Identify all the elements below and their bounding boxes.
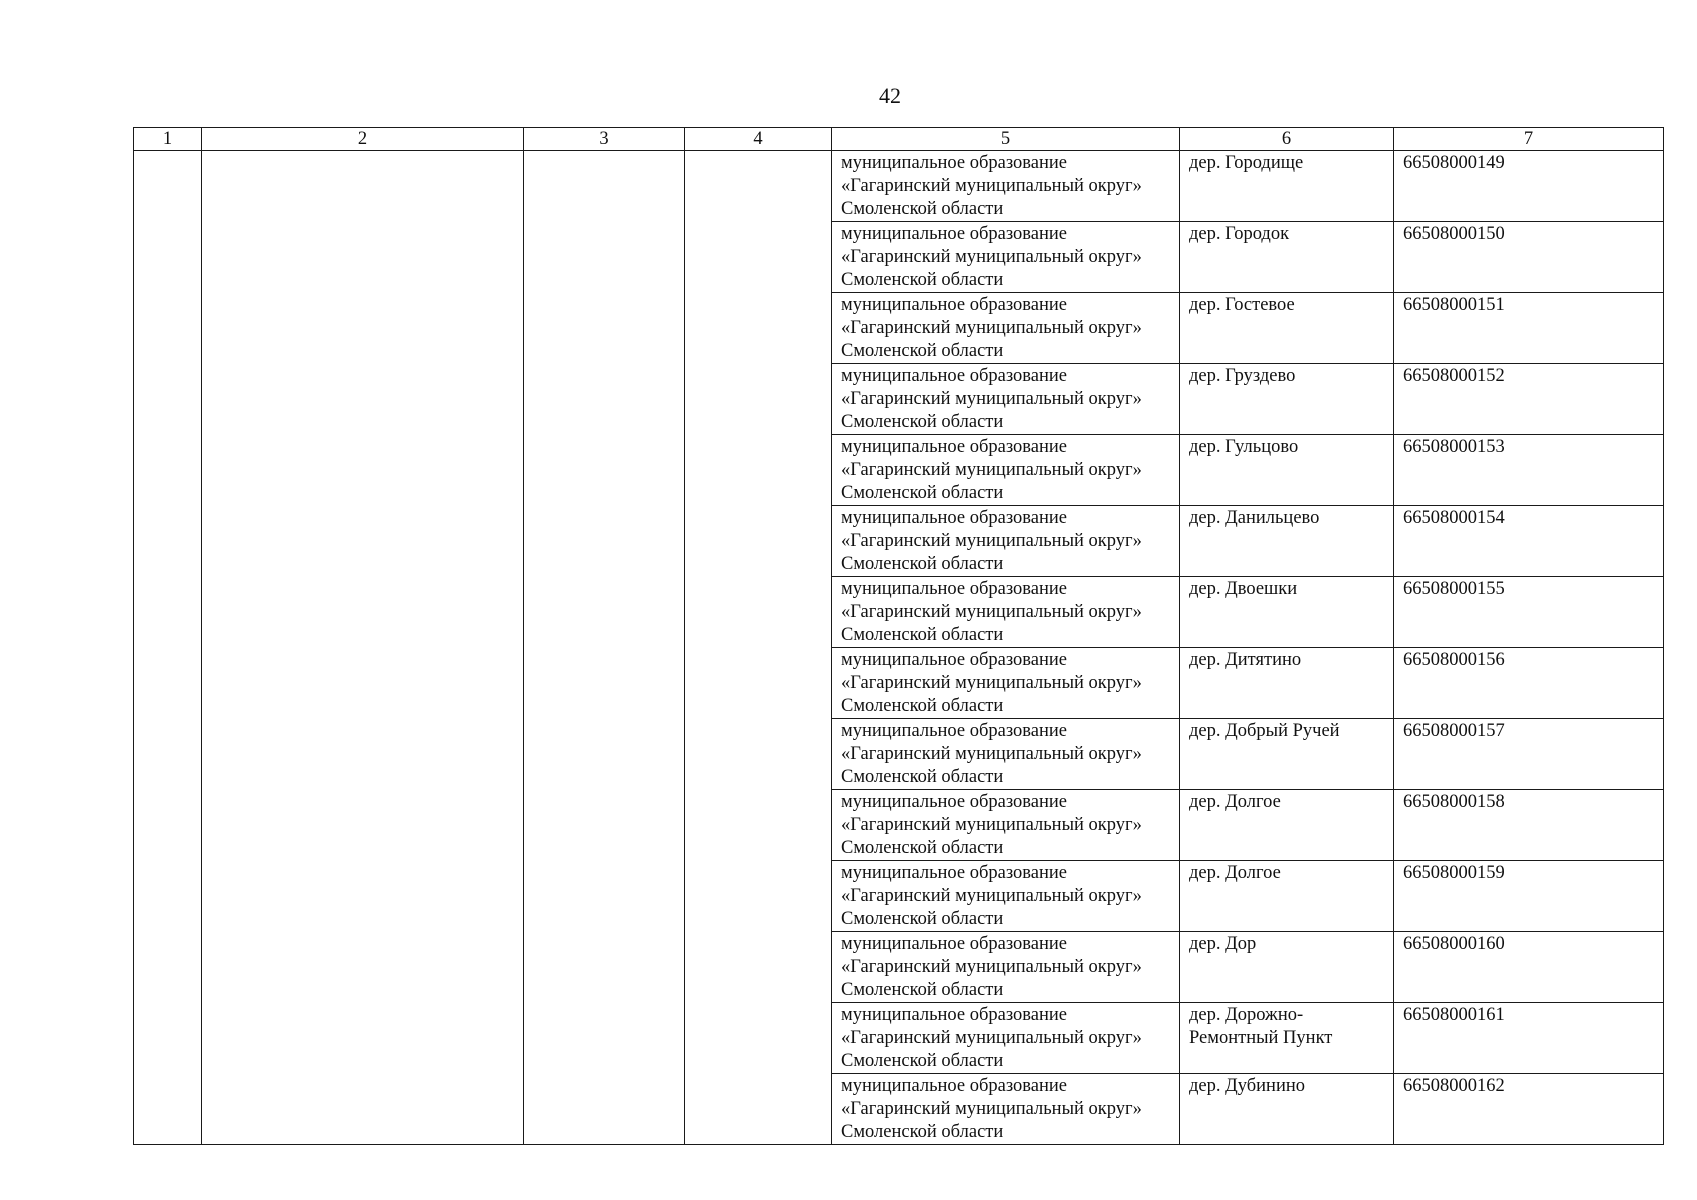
municipality-cell — [832, 364, 1180, 435]
municipality-line: Смоленской области — [841, 270, 1004, 290]
municipality-line: муниципальное образование — [841, 295, 1068, 315]
locality-line: дер. Груздево — [1189, 366, 1296, 386]
page-number: 42 — [879, 83, 901, 108]
locality-cell — [1180, 932, 1394, 1003]
municipality-cell — [832, 293, 1180, 364]
municipality-line: «Гагаринский муниципальный округ» — [841, 673, 1142, 693]
municipality-line: муниципальное образование — [841, 224, 1068, 244]
settlements-table — [133, 127, 1664, 1145]
column-number-4: 4 — [685, 128, 832, 151]
locality-line: Ремонтный Пункт — [1189, 1028, 1333, 1048]
code-cell: 66508000157 — [1394, 719, 1664, 790]
municipality-line: муниципальное образование — [841, 579, 1068, 599]
municipality-cell — [832, 932, 1180, 1003]
code-cell: 66508000149 — [1394, 151, 1664, 222]
locality-line: дер. Данильцево — [1189, 508, 1320, 528]
municipality-line: «Гагаринский муниципальный округ» — [841, 318, 1142, 338]
municipality-cell — [832, 222, 1180, 293]
locality-line: дер. Долгое — [1189, 792, 1281, 812]
municipality-line: муниципальное образование — [841, 508, 1068, 528]
municipality-line: Смоленской области — [841, 767, 1004, 787]
municipality-line: Смоленской области — [841, 1122, 1004, 1142]
code-cell: 66508000159 — [1394, 861, 1664, 932]
municipality-line: «Гагаринский муниципальный округ» — [841, 247, 1142, 267]
municipality-cell — [832, 648, 1180, 719]
locality-cell — [1180, 435, 1394, 506]
table-header-row — [134, 128, 1664, 151]
municipality-line: муниципальное образование — [841, 863, 1068, 883]
locality-cell — [1180, 1074, 1394, 1145]
code-cell: 66508000161 — [1394, 1003, 1664, 1074]
locality-cell — [1180, 861, 1394, 932]
municipality-line: муниципальное образование — [841, 1005, 1068, 1025]
municipality-line: «Гагаринский муниципальный округ» — [841, 957, 1142, 977]
municipality-line: «Гагаринский муниципальный округ» — [841, 176, 1142, 196]
code-cell: 66508000156 — [1394, 648, 1664, 719]
municipality-line: Смоленской области — [841, 199, 1004, 219]
locality-cell — [1180, 222, 1394, 293]
municipality-line: муниципальное образование — [841, 153, 1068, 173]
municipality-line: Смоленской области — [841, 980, 1004, 1000]
locality-cell — [1180, 293, 1394, 364]
municipality-cell — [832, 1074, 1180, 1145]
column-4-cell — [685, 151, 832, 1145]
municipality-line: «Гагаринский муниципальный округ» — [841, 460, 1142, 480]
code-cell: 66508000154 — [1394, 506, 1664, 577]
municipality-line: Смоленской области — [841, 341, 1004, 361]
municipality-line: муниципальное образование — [841, 437, 1068, 457]
municipality-line: Смоленской области — [841, 412, 1004, 432]
municipality-cell — [832, 861, 1180, 932]
locality-line: дер. Двоешки — [1189, 579, 1298, 599]
locality-line: дер. Дубинино — [1189, 1076, 1306, 1096]
locality-cell — [1180, 719, 1394, 790]
code-cell: 66508000152 — [1394, 364, 1664, 435]
municipality-line: муниципальное образование — [841, 721, 1068, 741]
locality-line: дер. Гульцово — [1189, 437, 1299, 457]
municipality-line: муниципальное образование — [841, 934, 1068, 954]
table-body — [134, 151, 1664, 1145]
municipality-line: «Гагаринский муниципальный округ» — [841, 1099, 1142, 1119]
locality-line: дер. Дор — [1189, 934, 1257, 954]
municipality-line: Смоленской области — [841, 1051, 1004, 1071]
municipality-cell — [832, 506, 1180, 577]
column-number-2: 2 — [202, 128, 524, 151]
municipality-line: «Гагаринский муниципальный округ» — [841, 389, 1142, 409]
municipality-line: муниципальное образование — [841, 792, 1068, 812]
column-number-5: 5 — [832, 128, 1180, 151]
municipality-cell — [832, 719, 1180, 790]
municipality-line: муниципальное образование — [841, 650, 1068, 670]
locality-line: дер. Гостевое — [1189, 295, 1295, 315]
municipality-line: Смоленской области — [841, 483, 1004, 503]
locality-cell — [1180, 577, 1394, 648]
locality-cell — [1180, 790, 1394, 861]
municipality-line: муниципальное образование — [841, 1076, 1068, 1096]
municipality-cell — [832, 577, 1180, 648]
municipality-line: «Гагаринский муниципальный округ» — [841, 1028, 1142, 1048]
column-number-6: 6 — [1180, 128, 1394, 151]
municipality-cell — [832, 790, 1180, 861]
locality-line: дер. Дорожно- — [1189, 1005, 1304, 1025]
code-cell: 66508000158 — [1394, 790, 1664, 861]
column-1-cell — [134, 151, 202, 1145]
code-cell: 66508000155 — [1394, 577, 1664, 648]
locality-line: дер. Долгое — [1189, 863, 1281, 883]
code-cell: 66508000150 — [1394, 222, 1664, 293]
municipality-line: «Гагаринский муниципальный округ» — [841, 886, 1142, 906]
municipality-line: Смоленской области — [841, 838, 1004, 858]
municipality-line: «Гагаринский муниципальный округ» — [841, 744, 1142, 764]
municipality-line: муниципальное образование — [841, 366, 1068, 386]
column-number-1: 1 — [134, 128, 202, 151]
locality-line: дер. Дитятино — [1189, 650, 1302, 670]
municipality-line: Смоленской области — [841, 554, 1004, 574]
municipality-line: «Гагаринский муниципальный округ» — [841, 531, 1142, 551]
locality-line: дер. Добрый Ручей — [1189, 721, 1340, 741]
locality-cell — [1180, 648, 1394, 719]
code-cell: 66508000160 — [1394, 932, 1664, 1003]
municipality-line: Смоленской области — [841, 625, 1004, 645]
locality-line: дер. Городок — [1189, 224, 1290, 244]
locality-cell — [1180, 364, 1394, 435]
municipality-cell — [832, 1003, 1180, 1074]
column-number-3: 3 — [524, 128, 685, 151]
table-row — [134, 151, 1664, 222]
column-3-cell — [524, 151, 685, 1145]
code-cell: 66508000151 — [1394, 293, 1664, 364]
municipality-line: Смоленской области — [841, 909, 1004, 929]
municipality-line: «Гагаринский муниципальный округ» — [841, 602, 1142, 622]
code-cell: 66508000153 — [1394, 435, 1664, 506]
column-number-7: 7 — [1394, 128, 1664, 151]
locality-cell — [1180, 506, 1394, 577]
municipality-cell — [832, 151, 1180, 222]
locality-cell — [1180, 1003, 1394, 1074]
locality-cell — [1180, 151, 1394, 222]
municipality-line: «Гагаринский муниципальный округ» — [841, 815, 1142, 835]
locality-line: дер. Городище — [1189, 153, 1304, 173]
column-2-cell — [202, 151, 524, 1145]
code-cell: 66508000162 — [1394, 1074, 1664, 1145]
municipality-line: Смоленской области — [841, 696, 1004, 716]
municipality-cell — [832, 435, 1180, 506]
